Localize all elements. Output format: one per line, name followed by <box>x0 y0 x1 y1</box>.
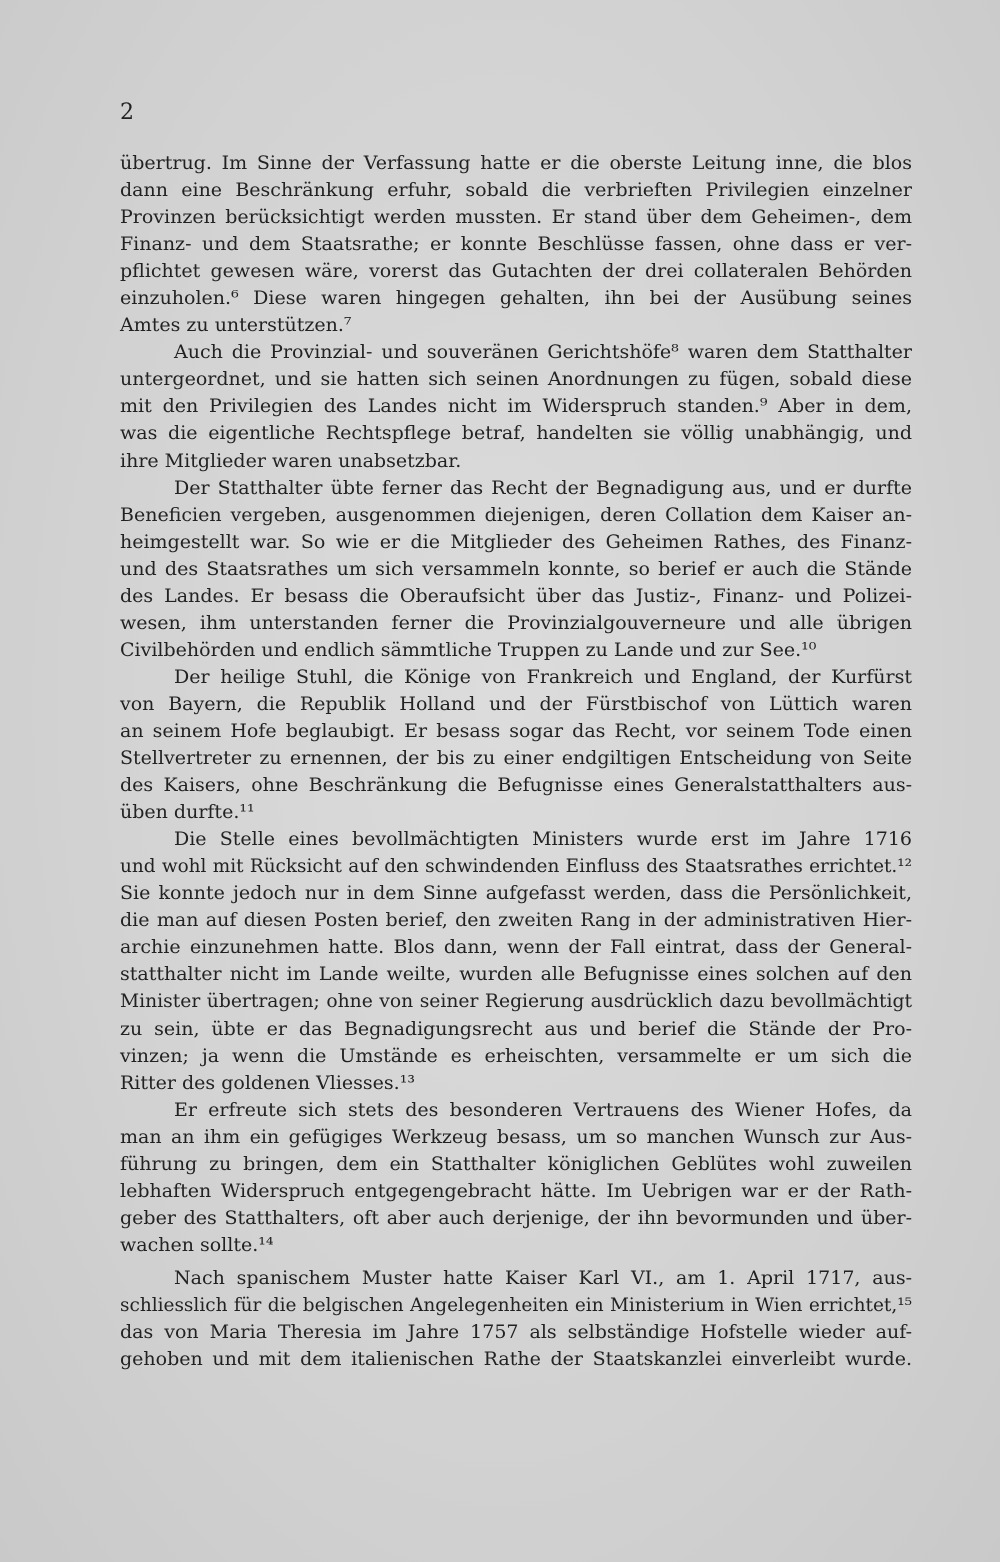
text-line: Amtes zu unterstützen.⁷ <box>120 314 352 337</box>
text-line: mit den Privilegien des Landes nicht im Widerspruch standen.⁹ Aber in dem, <box>120 395 912 418</box>
text-line: ihre Mitglieder waren unabsetzbar. <box>120 449 462 472</box>
text-line: Stellvertreter zu ernennen, der bis zu einer endgiltigen Entscheidung von Seite <box>120 747 912 770</box>
text-line: Finanz- und dem Staatsrathe; er konnte Beschlüsse fassen, ohne dass er ver- <box>120 233 912 256</box>
text-line: was die eigentliche Rechtspflege betraf, handelten sie völlig unabhängig, und <box>120 422 912 445</box>
page-number: 2 <box>120 100 134 125</box>
text-line: an seinem Hofe beglaubigt. Er besass sogar das Recht, vor seinem Tode einen <box>120 719 912 742</box>
text-line: geber des Statthalters, oft aber auch derjenige, der ihn bevormunden und über- <box>120 1206 912 1229</box>
text-line: und des Staatsrathes um sich versammeln konnte, so berief er auch die Stände <box>120 557 912 580</box>
text-line: wesen, ihm unterstanden ferner die Provinzialgouverneure und alle übrigen <box>120 611 912 634</box>
text-line: vinzen; ja wenn die Umstände es erheischten, versammelte er um sich die <box>120 1044 912 1067</box>
text-line: übertrug. Im Sinne der Verfassung hatte er die oberste Leitung inne, die blos <box>120 152 912 174</box>
text-line: pflichtet gewesen wäre, vorerst das Gutachten der drei collateralen Behörden <box>120 260 912 283</box>
text-line: führung zu bringen, dem ein Statthalter königlichen Geblütes wohl zuweilen <box>120 1152 912 1175</box>
text-line: zu sein, übte er das Begnadigungsrecht aus und berief die Stände der Pro- <box>120 1017 912 1040</box>
text-line: Nach spanischem Muster hatte Kaiser Karl VI., am 1. April 1717, aus- <box>174 1266 912 1289</box>
text-line: statthalter nicht im Lande weilte, wurden alle Befugnisse eines solchen auf den <box>120 963 912 986</box>
text-line: Auch die Provinzial- und souveränen Gerichtshöfe⁸ waren dem Statthalter <box>174 341 912 364</box>
text-line: Sie konnte jedoch nur in dem Sinne aufgefasst werden, dass die Persönlichkeit, <box>120 882 912 905</box>
text-line: einzuholen.⁶ Diese waren hingegen gehalten, ihn bei der Ausübung seines <box>120 287 912 310</box>
text-line: Der heilige Stuhl, die Könige von Frankreich und England, der Kurfürst <box>174 665 912 688</box>
text-line: lebhaften Widerspruch entgegengebracht hätte. Im Uebrigen war er der Rath- <box>120 1179 912 1202</box>
text-line: von Bayern, die Republik Holland und der Fürstbischof von Lüttich waren <box>120 692 912 715</box>
text-line: Ritter des goldenen Vliesses.¹³ <box>120 1071 415 1094</box>
text-line: untergeordnet, und sie hatten sich seinen Anordnungen zu fügen, sobald diese <box>120 368 912 391</box>
text-line: Die Stelle eines bevollmächtigten Ministers wurde erst im Jahre 1716 <box>174 828 912 851</box>
text-line: üben durfte.¹¹ <box>120 801 255 824</box>
text-line: archie einzunehmen hatte. Blos dann, wenn der Fall eintrat, dass der General- <box>120 936 912 959</box>
text-line: Civilbehörden und endlich sämmtliche Truppen zu Lande und zur See.¹⁰ <box>120 638 817 661</box>
text-line: und wohl mit Rücksicht auf den schwindenden Einfluss des Staatsrathes errichtet.¹² <box>120 856 912 878</box>
text-line: dann eine Beschränkung erfuhr, sobald die verbrieften Privilegien einzelner <box>120 179 912 202</box>
text-line: gehoben und mit dem italienischen Rathe der Staatskanzlei einverleibt wurde. <box>120 1348 912 1371</box>
text-line: Provinzen berücksichtigt werden mussten. Er stand über dem Geheimen-, dem <box>120 206 912 229</box>
text-line: Minister übertragen; ohne von seiner Regierung ausdrücklich dazu bevollmächtigt <box>120 991 912 1013</box>
body-text <box>120 150 912 1373</box>
text-line: das von Maria Theresia im Jahre 1757 als selbständige Hofstelle wieder auf- <box>120 1321 912 1344</box>
text-line: des Kaisers, ohne Beschränkung die Befugnisse eines Generalstatthalters aus- <box>120 774 912 797</box>
text-line: Beneficien vergeben, ausgenommen diejenigen, deren Collation dem Kaiser an- <box>120 503 912 526</box>
text-line: man an ihm ein gefügiges Werkzeug besass, um so manchen Wunsch zur Aus- <box>120 1125 912 1148</box>
text-line: des Landes. Er besass die Oberaufsicht über das Justiz-, Finanz- und Polizei- <box>120 584 912 607</box>
text-line: wachen sollte.¹⁴ <box>120 1233 274 1256</box>
text-line: schliesslich für die belgischen Angelegenheiten ein Ministerium in Wien errichtet,¹⁵ <box>120 1294 912 1316</box>
text-line: heimgestellt war. So wie er die Mitglieder des Geheimen Rathes, des Finanz- <box>120 530 912 553</box>
text-line: Der Statthalter übte ferner das Recht der Begnadigung aus, und er durfte <box>174 476 912 499</box>
text-line: Er erfreute sich stets des besonderen Vertrauens des Wiener Hofes, da <box>174 1098 912 1121</box>
text-line: die man auf diesen Posten berief, den zweiten Rang in der administrativen Hier- <box>120 909 912 932</box>
